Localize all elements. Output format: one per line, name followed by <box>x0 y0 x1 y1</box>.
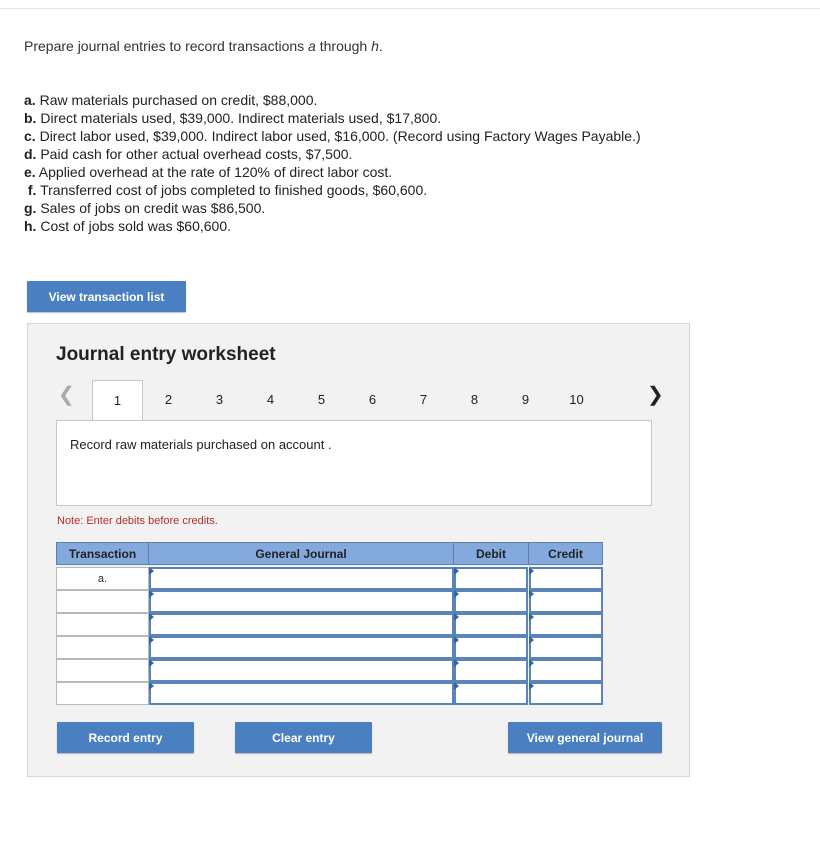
transaction-item <box>24 127 641 145</box>
transaction-letter: h. <box>24 218 37 234</box>
prompt-suffix: . <box>378 38 383 54</box>
transaction-letter: c. <box>24 128 36 144</box>
view-transaction-list-button[interactable]: View transaction list <box>27 281 186 312</box>
transaction-cell <box>56 613 149 636</box>
transaction-item <box>24 145 641 163</box>
debit-input[interactable] <box>454 659 528 682</box>
tab-8[interactable]: 8 <box>470 391 479 407</box>
transaction-text: Sales of jobs on credit was $86,500. <box>36 200 266 216</box>
worksheet-title: Journal entry worksheet <box>56 344 276 365</box>
transaction-letter: a. <box>24 92 36 108</box>
account-input[interactable] <box>149 636 454 659</box>
tab-1[interactable]: 1 <box>92 380 143 420</box>
account-input[interactable] <box>149 567 454 590</box>
chevron-left-icon[interactable]: ❮ <box>58 384 75 406</box>
transaction-letter: f. <box>27 182 37 198</box>
transaction-letter: e. <box>24 164 36 180</box>
transaction-item <box>24 181 641 199</box>
debit-input[interactable] <box>454 613 528 636</box>
prompt-middle: through <box>315 38 372 54</box>
transaction-cell <box>56 590 149 613</box>
transaction-text: Transferred cost of jobs completed to finished goods, $60,600. <box>36 182 428 198</box>
entry-description: Record raw materials purchased on account . <box>70 437 332 452</box>
question-prompt <box>24 38 383 54</box>
debit-input[interactable] <box>454 636 528 659</box>
tab-9[interactable]: 9 <box>521 391 530 407</box>
header-transaction: Transaction <box>56 542 149 565</box>
credit-input[interactable] <box>529 590 603 613</box>
account-input[interactable] <box>149 682 454 705</box>
header-general-journal: General Journal <box>148 542 454 565</box>
debit-input[interactable] <box>454 682 528 705</box>
transaction-cell <box>56 636 149 659</box>
account-input[interactable] <box>149 590 454 613</box>
transaction-letter: g. <box>24 200 37 216</box>
debit-input[interactable] <box>454 590 528 613</box>
account-input[interactable] <box>149 613 454 636</box>
transaction-letter: b. <box>24 110 37 126</box>
prompt-a: a <box>308 38 316 54</box>
transaction-text: Direct labor used, $39,000. Indirect labor used, $16,000. (Record using Factory Wages Payable.) <box>35 128 641 144</box>
transaction-letter: d. <box>24 146 37 162</box>
credit-input[interactable] <box>529 682 603 705</box>
transaction-item <box>24 91 641 109</box>
entry-description-box <box>56 420 652 506</box>
transaction-item <box>24 199 641 217</box>
transaction-cell <box>56 682 149 705</box>
transaction-text: Applied overhead at the rate of 120% of direct labor cost. <box>35 164 393 180</box>
debit-credit-note: Note: Enter debits before credits. <box>57 515 218 527</box>
clear-entry-button[interactable]: Clear entry <box>235 722 372 753</box>
tab-6[interactable]: 6 <box>368 391 377 407</box>
chevron-right-icon[interactable]: ❯ <box>647 384 664 406</box>
prompt-h: h <box>371 38 379 54</box>
record-entry-button[interactable]: Record entry <box>57 722 194 753</box>
transaction-text: Cost of jobs sold was $60,600. <box>36 218 232 234</box>
transaction-cell <box>56 659 149 682</box>
transaction-cell: a. <box>56 567 149 590</box>
transaction-list <box>24 91 641 235</box>
view-general-journal-button[interactable]: View general journal <box>508 722 662 753</box>
credit-input[interactable] <box>529 659 603 682</box>
tab-7[interactable]: 7 <box>419 391 428 407</box>
tab-10[interactable]: 10 <box>569 391 584 407</box>
account-input[interactable] <box>149 659 454 682</box>
header-debit: Debit <box>453 542 529 565</box>
transaction-item <box>24 163 641 181</box>
transaction-item <box>24 217 641 235</box>
tab-2[interactable]: 2 <box>164 391 173 407</box>
top-divider <box>0 8 820 9</box>
prompt-text: Prepare journal entries to record transactions <box>24 38 309 54</box>
credit-input[interactable] <box>529 613 603 636</box>
tab-4[interactable]: 4 <box>266 391 275 407</box>
journal-entry-worksheet <box>27 323 690 777</box>
debit-input[interactable] <box>454 567 528 590</box>
transaction-text: Paid cash for other actual overhead costs, $7,500. <box>36 146 353 162</box>
transaction-text: Raw materials purchased on credit, $88,000. <box>35 92 318 108</box>
transaction-text: Direct materials used, $39,000. Indirect materials used, $17,800. <box>36 110 442 126</box>
tab-5[interactable]: 5 <box>317 391 326 407</box>
tab-3[interactable]: 3 <box>215 391 224 407</box>
credit-input[interactable] <box>529 636 603 659</box>
header-credit: Credit <box>528 542 603 565</box>
credit-input[interactable] <box>529 567 603 590</box>
transaction-item <box>24 109 641 127</box>
